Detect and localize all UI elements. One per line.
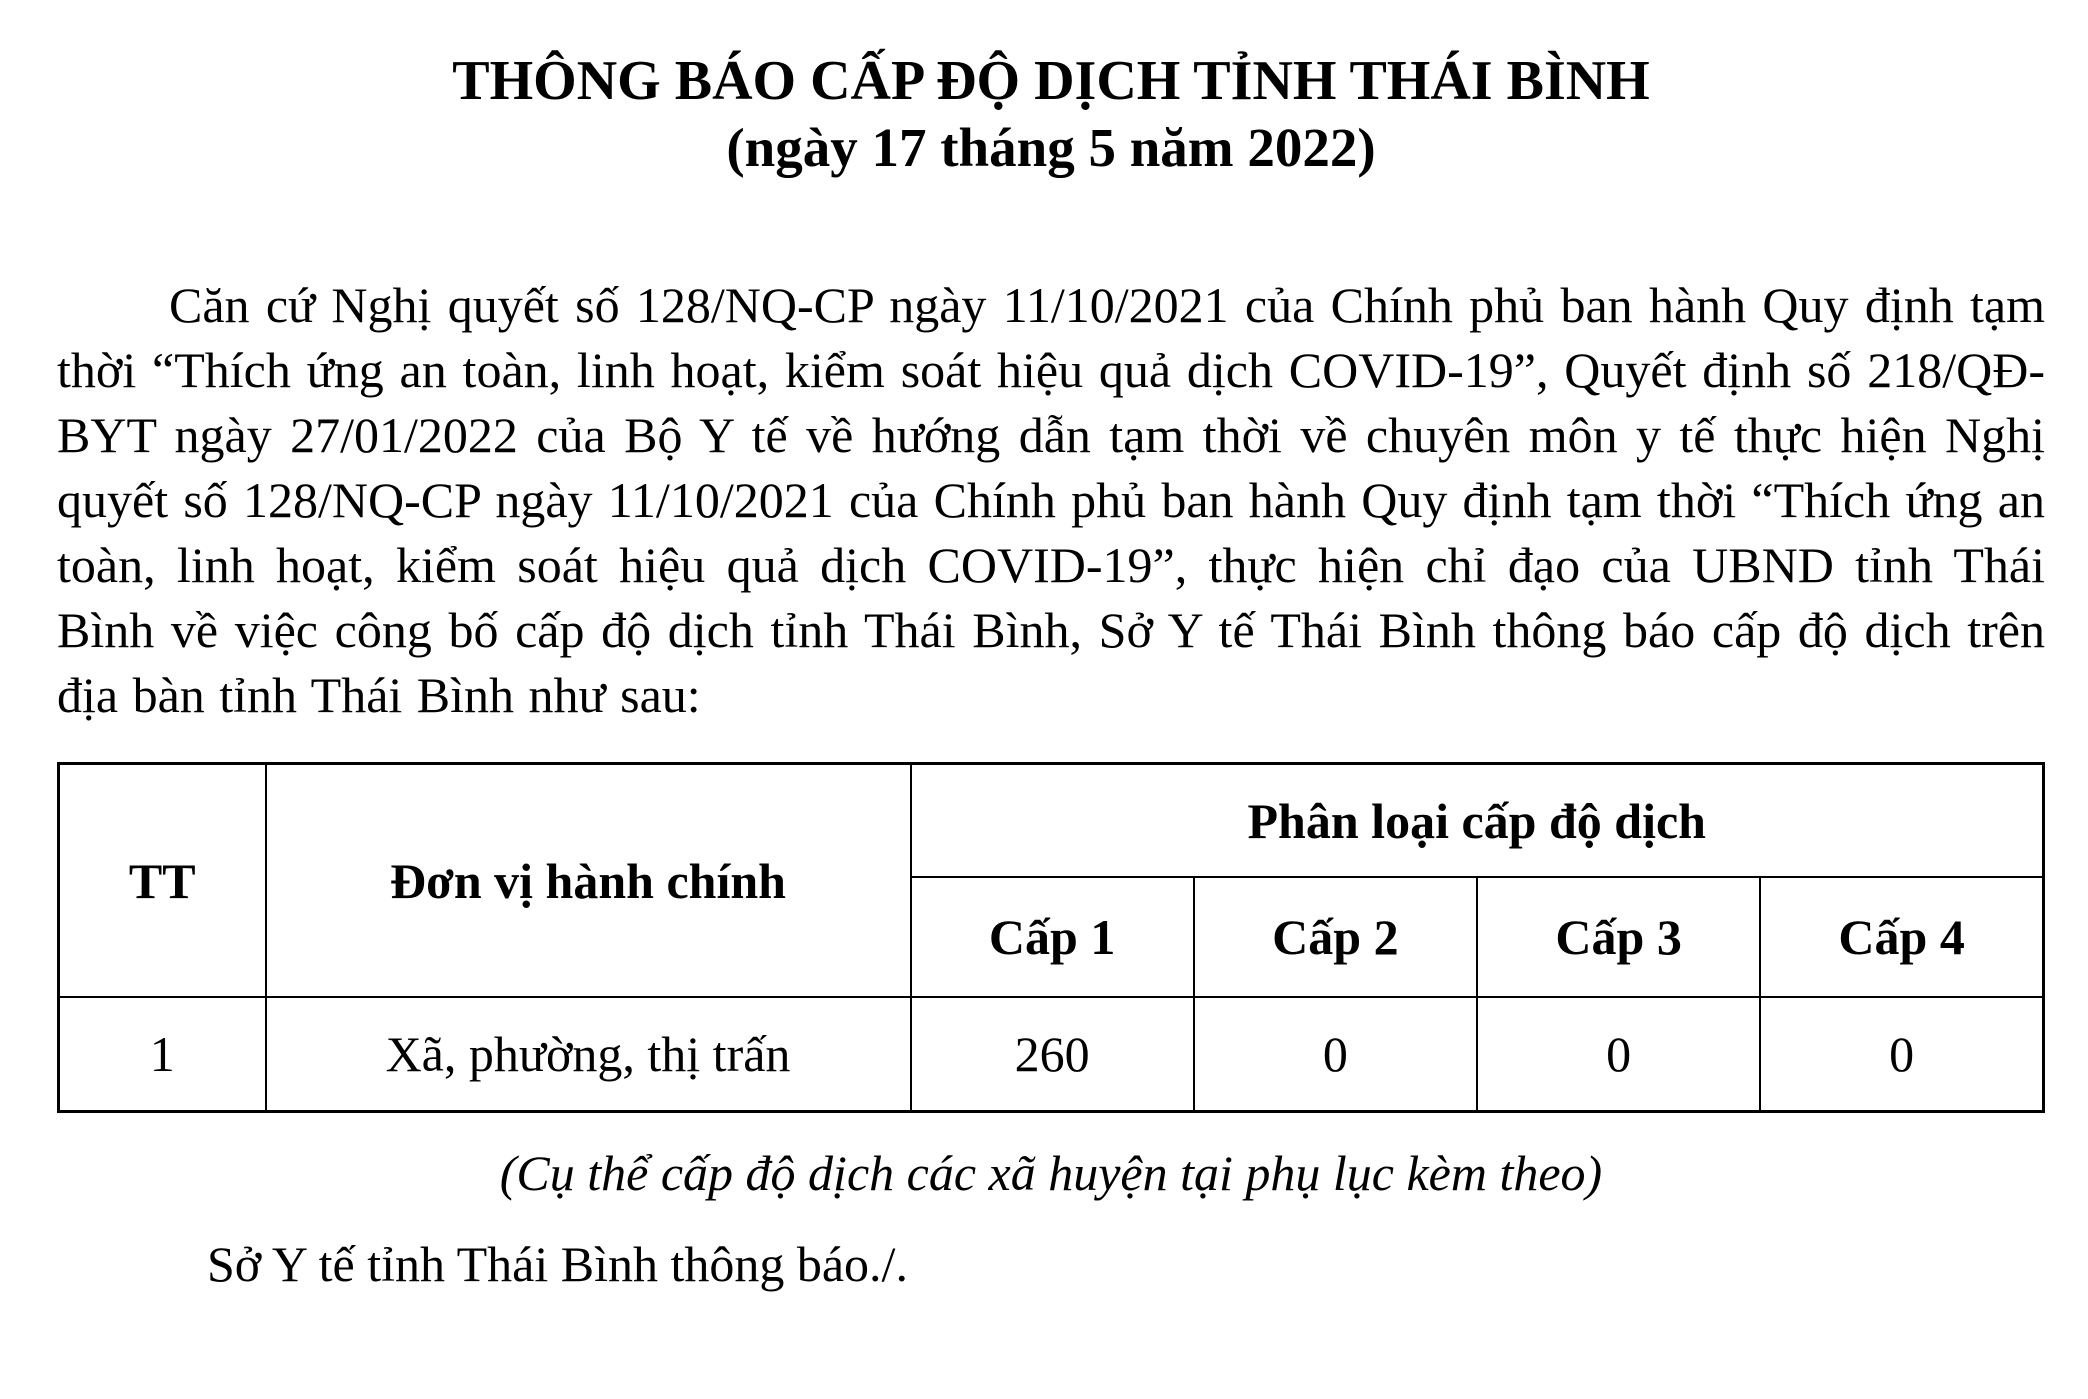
- row-level-1-cell: 260: [911, 997, 1194, 1111]
- table-header-admin-unit: Đơn vị hành chính: [266, 763, 911, 997]
- table-header-level-1: Cấp 1: [911, 877, 1194, 997]
- table-header-tt: TT: [59, 763, 266, 997]
- table-row: [59, 997, 2044, 1111]
- document-subtitle-date: (ngày 17 tháng 5 năm 2022): [726, 117, 1376, 179]
- row-level-2-cell: 0: [1194, 997, 1477, 1111]
- epidemic-level-table: [57, 762, 2045, 1113]
- row-index-cell: 1: [59, 997, 266, 1111]
- row-admin-unit-cell: Xã, phường, thị trấn: [266, 997, 911, 1111]
- table-header-level-2: Cấp 2: [1194, 877, 1477, 997]
- document-title: THÔNG BÁO CẤP ĐỘ DỊCH TỈNH THÁI BÌNH: [452, 50, 1650, 112]
- row-level-4-cell: 0: [1760, 997, 2043, 1111]
- table-header-row-top: [59, 763, 2044, 877]
- body-paragraph: Căn cứ Nghị quyết số 128/NQ-CP ngày 11/10/2021 của Chính phủ ban hành Quy định tạm thời “Thích ứng an toàn, linh hoạt, kiểm soát hiệu quả dịch COVID-19”, Quyết định số 218/QĐ-BYT ngày 27/01/2022 của Bộ Y tế về hướng dẫn tạm thời về chuyên môn y tế thực hiện Nghị quyết số 128/NQ-CP ngày 11/10/2021 của Chính phủ ban hành Quy định tạm thời “Thích ứng an toàn, linh hoạt, kiểm soát hiệu quả dịch COVID-19”, thực hiện chỉ đạo của UBND tỉnh Thái Bình về việc công bố cấp độ dịch tỉnh Thái Bình, Sở Y tế Thái Bình thông báo cấp độ dịch trên địa bàn tỉnh Thái Bình như sau:: [57, 276, 2045, 723]
- table-header-level-3: Cấp 3: [1477, 877, 1760, 997]
- table-header-level-4: Cấp 4: [1760, 877, 2043, 997]
- appendix-note: (Cụ thể cấp độ dịch các xã huyện tại phụ lục kèm theo): [499, 1144, 1603, 1201]
- table-header-classification: Phân loại cấp độ dịch: [911, 763, 2044, 877]
- closing-line: Sở Y tế tỉnh Thái Bình thông báo./.: [207, 1235, 908, 1292]
- row-level-3-cell: 0: [1477, 997, 1760, 1111]
